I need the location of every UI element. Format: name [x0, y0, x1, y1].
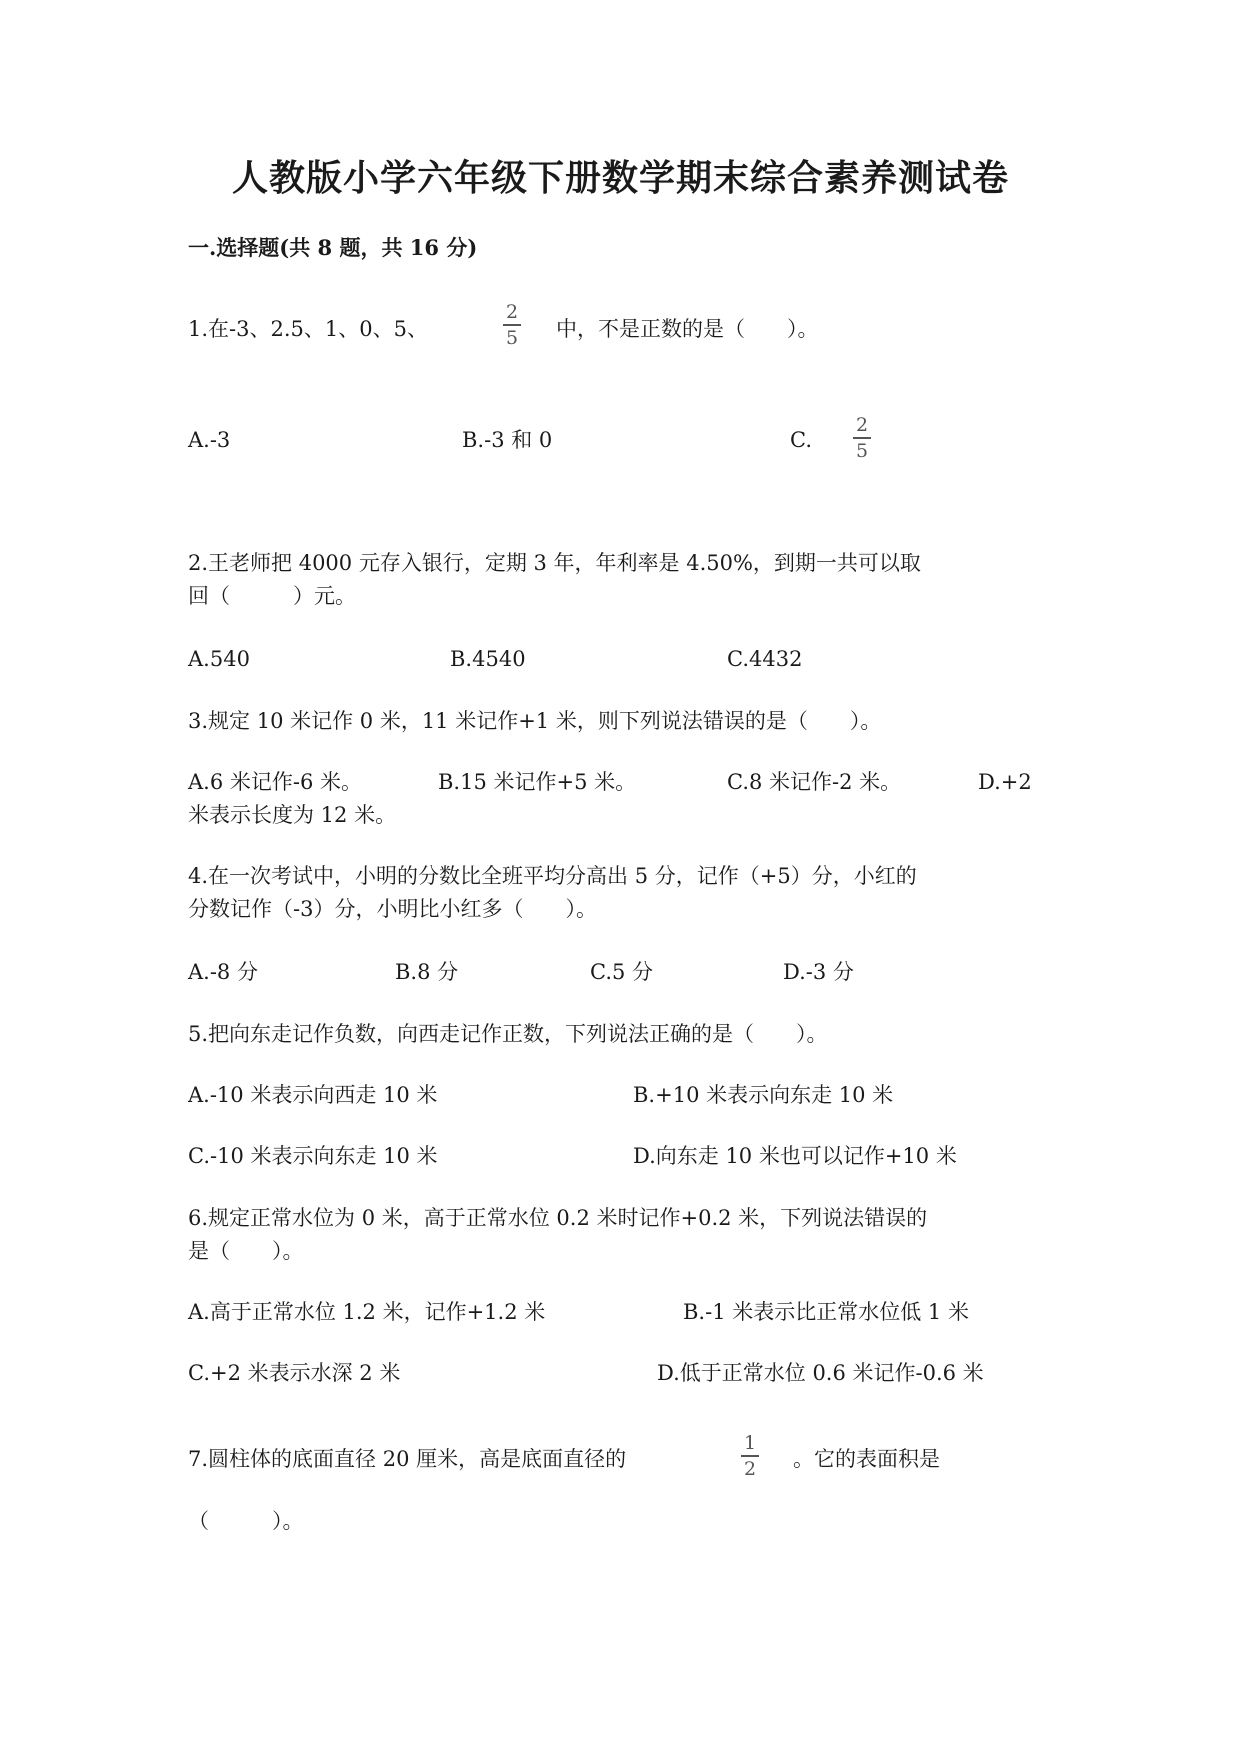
fraction-numerator: 1 — [743, 1432, 757, 1454]
q5-option-a: A.-10 米表示向西走 10 米 — [188, 1083, 438, 1107]
fraction-numerator: 2 — [855, 414, 869, 436]
q7-fraction — [738, 1433, 762, 1479]
q1-option-b: B.-3 和 0 — [462, 428, 553, 452]
q6-option-a: A.高于正常水位 1.2 米，记作+1.2 米 — [188, 1300, 546, 1324]
q3-stem-line1: 3.规定 10 米记作 0 米，11 米记作+1 米，则下列说法错误的是（ ）。 — [188, 709, 882, 733]
fraction-bar — [503, 324, 521, 326]
q5-option-c: C.-10 米表示向东走 10 米 — [188, 1144, 438, 1168]
q4-option-a: A.-8 分 — [188, 960, 258, 984]
q4-option-d: D.-3 分 — [783, 960, 854, 984]
q1-fraction — [500, 302, 524, 348]
fraction-bar — [741, 1455, 759, 1457]
fraction-bar — [853, 437, 871, 439]
q7-stem-line2: （ ）。 — [188, 1509, 304, 1533]
q6-option-c: C.+2 米表示水深 2 米 — [188, 1361, 401, 1385]
q3-option-b: B.15 米记作+5 米。 — [438, 770, 637, 794]
q6-option-d: D.低于正常水位 0.6 米记作-0.6 米 — [657, 1361, 984, 1385]
q1-stem-part2: 中，不是正数的是（ ）。 — [556, 317, 819, 341]
q7-stem-part1: 7.圆柱体的底面直径 20 厘米，高是底面直径的 — [188, 1447, 627, 1471]
q3-option-c: C.8 米记作-2 米。 — [727, 770, 902, 794]
q2-option-a: A.540 — [188, 647, 250, 671]
q7-stem-part2: 。它的表面积是 — [793, 1447, 940, 1471]
q2-stem-line1: 2.王老师把 4000 元存入银行，定期 3 年，年利率是 4.50%，到期一共可以取 — [188, 551, 921, 575]
section-heading: 一.选择题(共 8 题，共 16 分) — [188, 235, 478, 260]
q5-stem-line1: 5.把向东走记作负数，向西走记作正数，下列说法正确的是（ ）。 — [188, 1022, 828, 1046]
fraction-denominator: 5 — [855, 439, 869, 462]
q4-option-b: B.8 分 — [395, 960, 459, 984]
q2-option-c: C.4432 — [727, 647, 803, 671]
q1-option-a: A.-3 — [188, 428, 231, 452]
q2-stem-line2: 回（ ）元。 — [188, 584, 356, 608]
q1-option-c-fraction — [850, 415, 874, 461]
q6-stem-line2: 是（ ）。 — [188, 1239, 304, 1263]
q6-stem-line1: 6.规定正常水位为 0 米，高于正常水位 0.2 米时记作+0.2 米，下列说法错误的 — [188, 1206, 928, 1230]
q3-option-d-continuation: 米表示长度为 12 米。 — [188, 803, 397, 827]
fraction-numerator: 2 — [505, 301, 519, 323]
q5-option-d: D.向东走 10 米也可以记作+10 米 — [633, 1144, 957, 1168]
q5-option-b: B.+10 米表示向东走 10 米 — [633, 1083, 894, 1107]
q3-option-a: A.6 米记作-6 米。 — [188, 770, 363, 794]
q1-option-c: C. — [790, 428, 812, 452]
fraction-denominator: 2 — [743, 1457, 757, 1480]
q3-option-d: D.+2 — [978, 770, 1032, 794]
q2-option-b: B.4540 — [450, 647, 526, 671]
fraction-denominator: 5 — [505, 326, 519, 349]
q4-stem-line1: 4.在一次考试中，小明的分数比全班平均分高出 5 分，记作（+5）分，小红的 — [188, 864, 917, 888]
page-title: 人教版小学六年级下册数学期末综合素养测试卷 — [231, 157, 1009, 199]
q6-option-b: B.-1 米表示比正常水位低 1 米 — [683, 1300, 969, 1324]
q1-stem-part1: 1.在-3、2.5、1、0、5、 — [188, 317, 428, 341]
q4-stem-line2: 分数记作（-3）分，小明比小红多（ ）。 — [188, 897, 597, 921]
q4-option-c: C.5 分 — [590, 960, 654, 984]
